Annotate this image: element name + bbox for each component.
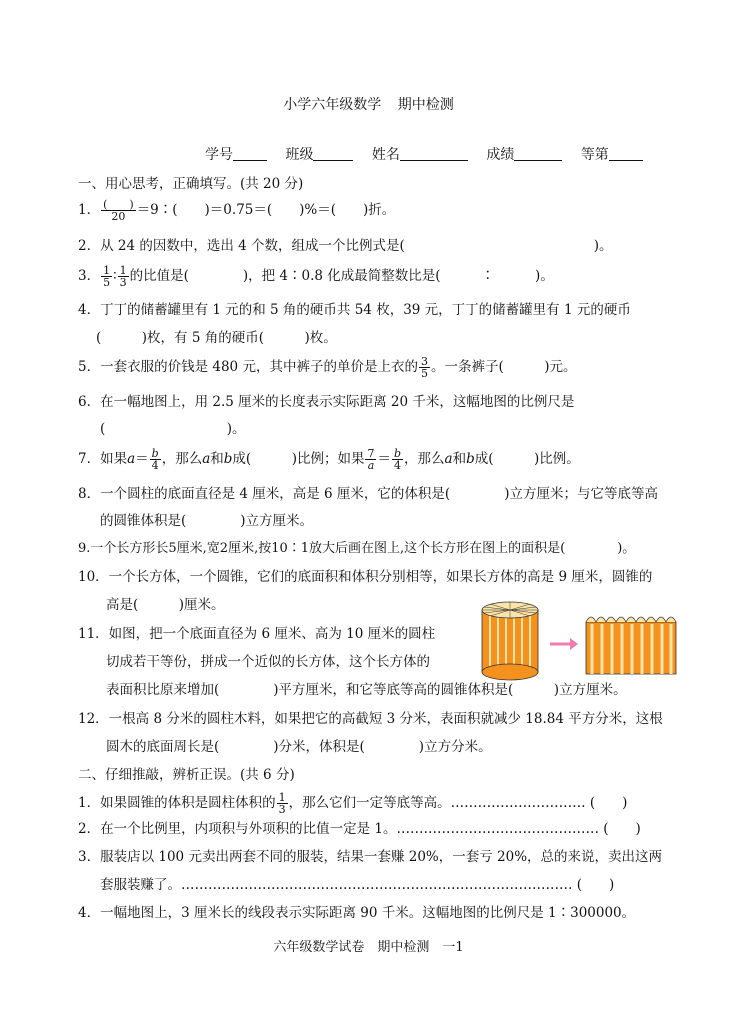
question-1-6a: 6．在一幅地图上，用 2.5 厘米的长度表示实际距离 20 千米，这幅地图的比例尺是 [78, 394, 575, 410]
question-1-8b: 的圆锥体积是( )立方厘米。 [100, 513, 314, 529]
fraction: $\frac{( )}{20}$ [103, 198, 134, 223]
grade-label: 等第 [580, 147, 609, 163]
question-1-2: 2．从 24 的因数中，选出 4 个数，组成一个比例式是( )。 [78, 238, 613, 254]
question-1-11c: 表面积比原来增加( )平方厘米，和它等底等高的圆锥体积是( )立方厘米。 [106, 682, 627, 698]
question-1-9: 9.一个长方形长5厘米,宽2厘米,按10∶1放大后画在图上,这个长方形在图上的面积是( )。 [78, 541, 636, 556]
page-title [0, 94, 737, 114]
grade-field[interactable] [609, 146, 643, 161]
fraction: $\frac{1}{3}$ [119, 264, 127, 289]
fraction: $\frac{3}{5}$ [420, 355, 428, 380]
question-1-11b: 切成若干等份，拼成一个近似的长方体，这个长方体的 [106, 654, 430, 670]
question-1-10a: 10．一个长方体，一个圆锥，它们的底面积和体积分别相等，如果长方体的高是 9 厘米，圆锥的 [78, 569, 653, 585]
cylinder-cut-illustration [478, 598, 698, 688]
question-2-1: 1．如果圆锥的体积是圆柱体积的 $\frac{1}{3}$ ，那么它们一定等底等高。………………………… ( ) [78, 791, 628, 816]
section2-heading: 二、仔细推敲，辨析正误。(共 6 分) [78, 767, 295, 783]
class-field[interactable] [313, 146, 353, 161]
question-1-5: 5．一套衣服的价钱是 480 元，其中裤子的单价是上衣的 $\frac{3}{5}$ 。一条裤子( )元。 [78, 355, 577, 380]
question-1-11a: 11．如图，把一个底面直径为 6 厘米、高为 10 厘米的圆柱 [78, 626, 436, 642]
question-2-3b: 套服装赚了。…………………………………………………………………………… ( ) [100, 877, 615, 893]
score-label: 成绩 [486, 147, 515, 163]
title-main: 小学六年级数学 [283, 97, 382, 113]
title-sub: 期中检测 [397, 97, 454, 113]
fraction: $\frac{b}{4}$ [393, 447, 402, 472]
question-1-4a: 4．丁丁的储蓄罐里有 1 元的和 5 角的硬币共 54 枚，39 元，丁丁的储蓄罐里有 1 元的硬币 [78, 302, 631, 318]
question-1-12b: 圆木的底面周长是( )分米，体积是( )立方分米。 [106, 739, 492, 755]
question-2-3a: 3．服装店以 100 元卖出两套不同的服装，结果一套赚 20%，一套亏 20%，总的来说，卖出这两 [78, 849, 663, 865]
section1-heading: 一、用心思考，正确填写。(共 20 分) [78, 176, 304, 192]
question-2-2: 2．在一个比例里，内项积与外项积的比值一定是 1。……………………………………… ( ) [78, 821, 641, 837]
student-info-row [205, 144, 657, 164]
question-1-4b: ( )枚，有 5 角的硬币( )枚。 [96, 330, 337, 346]
question-1-3: 3． $\frac{1}{5}$ ∶ $\frac{1}{3}$ 的比值是( )，把 4∶0.8 化成最简整数比是( ∶ )。 [78, 264, 554, 289]
question-1-12a: 12．一根高 8 分米的圆柱木料，如果把它的高截短 3 分米，表面积就减少 18.84 平方分米，这根 [78, 711, 663, 727]
name-field[interactable] [400, 146, 468, 161]
cylinder-image [482, 602, 538, 680]
fraction: $\frac{1}{3}$ [278, 791, 286, 816]
name-label: 姓名 [371, 147, 400, 163]
arrow-icon [550, 638, 578, 650]
cuboid-image [586, 617, 676, 674]
question-2-4: 4．一幅地图上，3 厘米长的线段表示实际距离 90 千米。这幅地图的比例尺是 1∶300000。 [78, 905, 636, 921]
question-1-7: 7．如果a＝ $\frac{b}{4}$ ，那么a和b成( )比例；如果 $\frac{7}{a}$ ＝ $\frac{b}{4}$ ，那么a和b成( )比例。 [78, 447, 580, 472]
student-id-field[interactable] [233, 146, 267, 161]
fraction: $\frac{1}{5}$ [103, 264, 111, 289]
student-id-label: 学号 [205, 147, 233, 163]
question-1-8a: 8．一个圆柱的底面直径是 4 厘米，高是 6 厘米，它的体积是( )立方厘米；与它等底等高 [78, 486, 658, 502]
fraction: $\frac{b}{4}$ [151, 447, 159, 472]
question-1-10b: 高是( )厘米。 [106, 597, 225, 613]
fraction: $\frac{7}{a}$ [367, 447, 375, 472]
question-1-6b: ( )。 [100, 421, 246, 437]
question-1-1: 1． $\frac{( )}{20}$ ＝9∶( )＝0.75＝( )%＝( )折。 [78, 198, 396, 223]
score-field[interactable] [514, 146, 562, 161]
page-footer: 六年级数学试卷 期中检测 一1 [273, 940, 464, 955]
class-label: 班级 [285, 147, 314, 163]
